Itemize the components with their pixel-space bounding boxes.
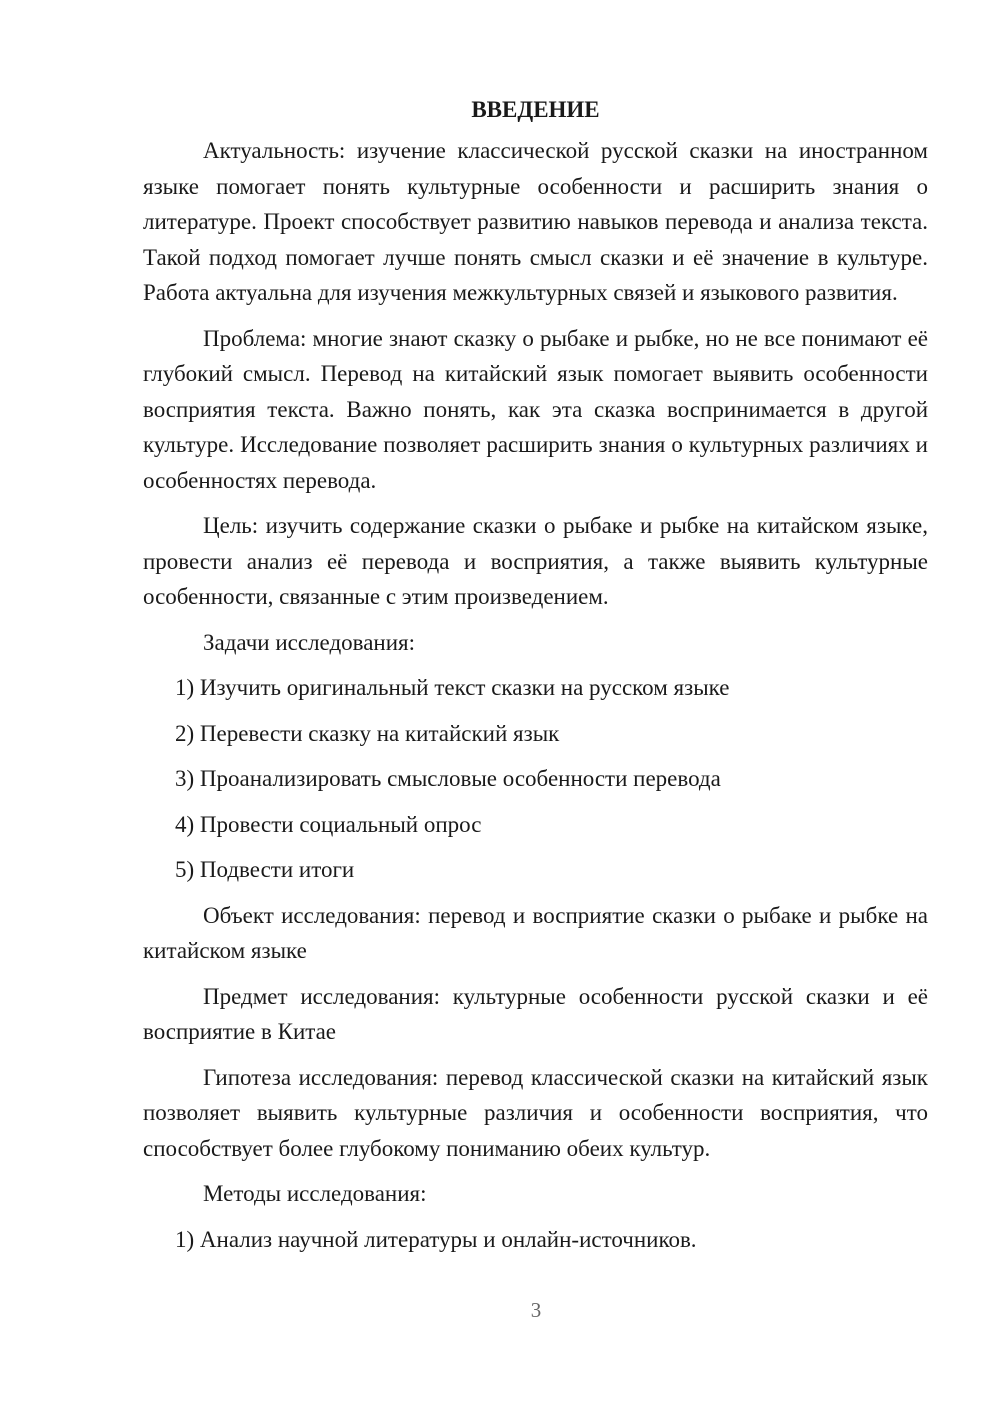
list-item-task-4: 4) Провести социальный опрос <box>175 811 482 837</box>
paragraph-subject: Предмет исследования: культурные особенности русской сказки и её восприятие в Китае <box>143 983 928 1044</box>
methods-title: Методы исследования: <box>203 1181 427 1206</box>
list-item-task-5: 5) Подвести итоги <box>175 857 355 882</box>
list-item-task-3: 3) Проанализировать смысловые особенности перевода <box>175 766 721 791</box>
paragraph-relevance: Актуальность: изучение классической русской сказки на иностранном языке помогает понять культурные особенности и расширить знания о литературе. Проект способствует развитию навыков перевода и анализа текста. Такой подход помогает лучше понять смысл сказки и её значение в культуре. Работа актуальна для изучения межкультурных связей и языкового развития. <box>143 138 928 305</box>
paragraph-hypothesis: Гипотеза исследования: перевод классической сказки на китайский язык позволяет выявить культурные различия и особенности восприятия, что способствует более глубокому пониманию обеих культур. <box>143 1064 928 1161</box>
list-item-task-1: 1) Изучить оригинальный текст сказки на русском языке <box>175 675 730 700</box>
section-heading: ВВЕДЕНИЕ <box>471 97 600 122</box>
list-item-method-1: 1) Анализ научной литературы и онлайн-источников. <box>175 1226 697 1252</box>
paragraph-object: Объект исследования: перевод и восприятие сказки о рыбаке и рыбке на китайском языке <box>143 902 928 963</box>
page-number: 3 <box>530 1298 542 1322</box>
list-item-task-2: 2) Перевести сказку на китайский язык <box>175 720 560 746</box>
page-content <box>143 95 928 1267</box>
paragraph-problem: Проблема: многие знают сказку о рыбаке и рыбке, но не все понимают её глубокий смысл. Перевод на китайский язык помогает выявить особенности восприятия текста. Важно понять, как эта сказка воспринимается в другой культуре. Исследование позволяет расширить знания о культурных различиях и особенностях перевода. <box>143 325 928 493</box>
tasks-title: Задачи исследования: <box>203 629 416 655</box>
paragraph-goal: Цель: изучить содержание сказки о рыбаке и рыбке на китайском языке, провести анализ её перевода и восприятия, а также выявить культурные особенности, связанные с этим произведением. <box>143 513 928 609</box>
